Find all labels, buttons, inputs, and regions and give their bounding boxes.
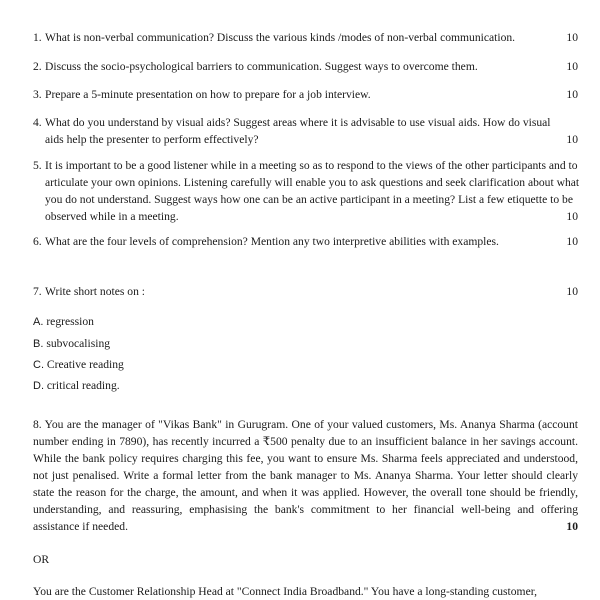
note-text: Creative reading	[46, 358, 124, 371]
or-divider: OR	[33, 553, 50, 566]
question-8	[33, 416, 578, 535]
question-marks: 10	[566, 88, 578, 101]
question-number: 6.	[33, 235, 42, 248]
note-letter: C.	[33, 359, 44, 371]
question-text: Write short notes on :	[45, 285, 145, 298]
question-number: 7.	[33, 285, 42, 298]
note-letter: A.	[33, 316, 44, 328]
question-1	[33, 29, 578, 46]
note-letter: B.	[33, 338, 44, 350]
question-7	[33, 283, 578, 300]
note-item-a	[33, 313, 94, 331]
question-number: 1.	[33, 31, 42, 44]
note-text: subvocalising	[46, 337, 111, 350]
question-number: 4.	[33, 116, 42, 129]
question-6	[33, 233, 578, 250]
question-marks: 10	[566, 133, 578, 146]
question-4	[33, 114, 578, 148]
question-2	[33, 58, 578, 75]
question-marks: 10	[566, 60, 578, 73]
note-letter: D.	[33, 380, 44, 392]
question-text: What is non-verbal communication? Discuss the various kinds /modes of non-verbal communication.	[45, 31, 516, 44]
question-5	[33, 157, 586, 225]
question-marks: 10	[566, 31, 578, 44]
question-3	[33, 86, 578, 103]
question-text: 8. You are the manager of "Vikas Bank" in Gurugram. One of your valued customers, Ms. Ananya Sharma (account number ending in 7890), has recently incurred a ₹500 penalty due to an insufficient balance in her savings account. While the bank policy requires charging this fee, you want to ensure Ms. Sharma feels appreciated and understood, not just penalised. Write a formal letter from the bank manager to Ms. Ananya Sharma. Your letter should clearly state the reason for the charge, the amount, and when it was applied. However, the overall tone should be friendly, understanding, and reassuring, emphasising the bank's commitment to her financial well-being and offering assistance if needed.	[33, 418, 578, 533]
question-marks: 10	[566, 520, 578, 533]
question-marks: 10	[566, 285, 578, 298]
note-item-d	[33, 377, 120, 395]
note-item-c	[33, 356, 124, 374]
question-marks: 10	[566, 210, 578, 223]
note-item-b	[33, 335, 110, 353]
question-number: 5.	[33, 159, 42, 172]
alternative-question-text: You are the Customer Relationship Head at "Connect India Broadband." You have a long-standing customer,	[33, 585, 538, 598]
question-text: What are the four levels of comprehension? Mention any two interpretive abilities with examples.	[45, 235, 499, 248]
question-text: What do you understand by visual aids? Suggest areas where it is advisable to use visual aids. How do visual aids help the presenter to perform effectively?	[45, 116, 551, 146]
question-text: Discuss the socio-psychological barriers to communication. Suggest ways to overcome them.	[45, 60, 478, 73]
note-text: regression	[46, 315, 94, 328]
question-number: 3.	[33, 88, 42, 101]
note-text: critical reading.	[46, 379, 120, 392]
question-text: Prepare a 5-minute presentation on how to prepare for a job interview.	[45, 88, 371, 101]
question-number: 2.	[33, 60, 42, 73]
question-marks: 10	[566, 235, 578, 248]
question-text: It is important to be a good listener while in a meeting so as to respond to the views of the other participants and to articulate your own opinions. Listening carefully will enable you to ask questions and seek clarification about what you do not understand. Suggest ways how one can be an active participant in a meeting? List a few etiquette to be observed while in a meeting.	[45, 159, 580, 223]
